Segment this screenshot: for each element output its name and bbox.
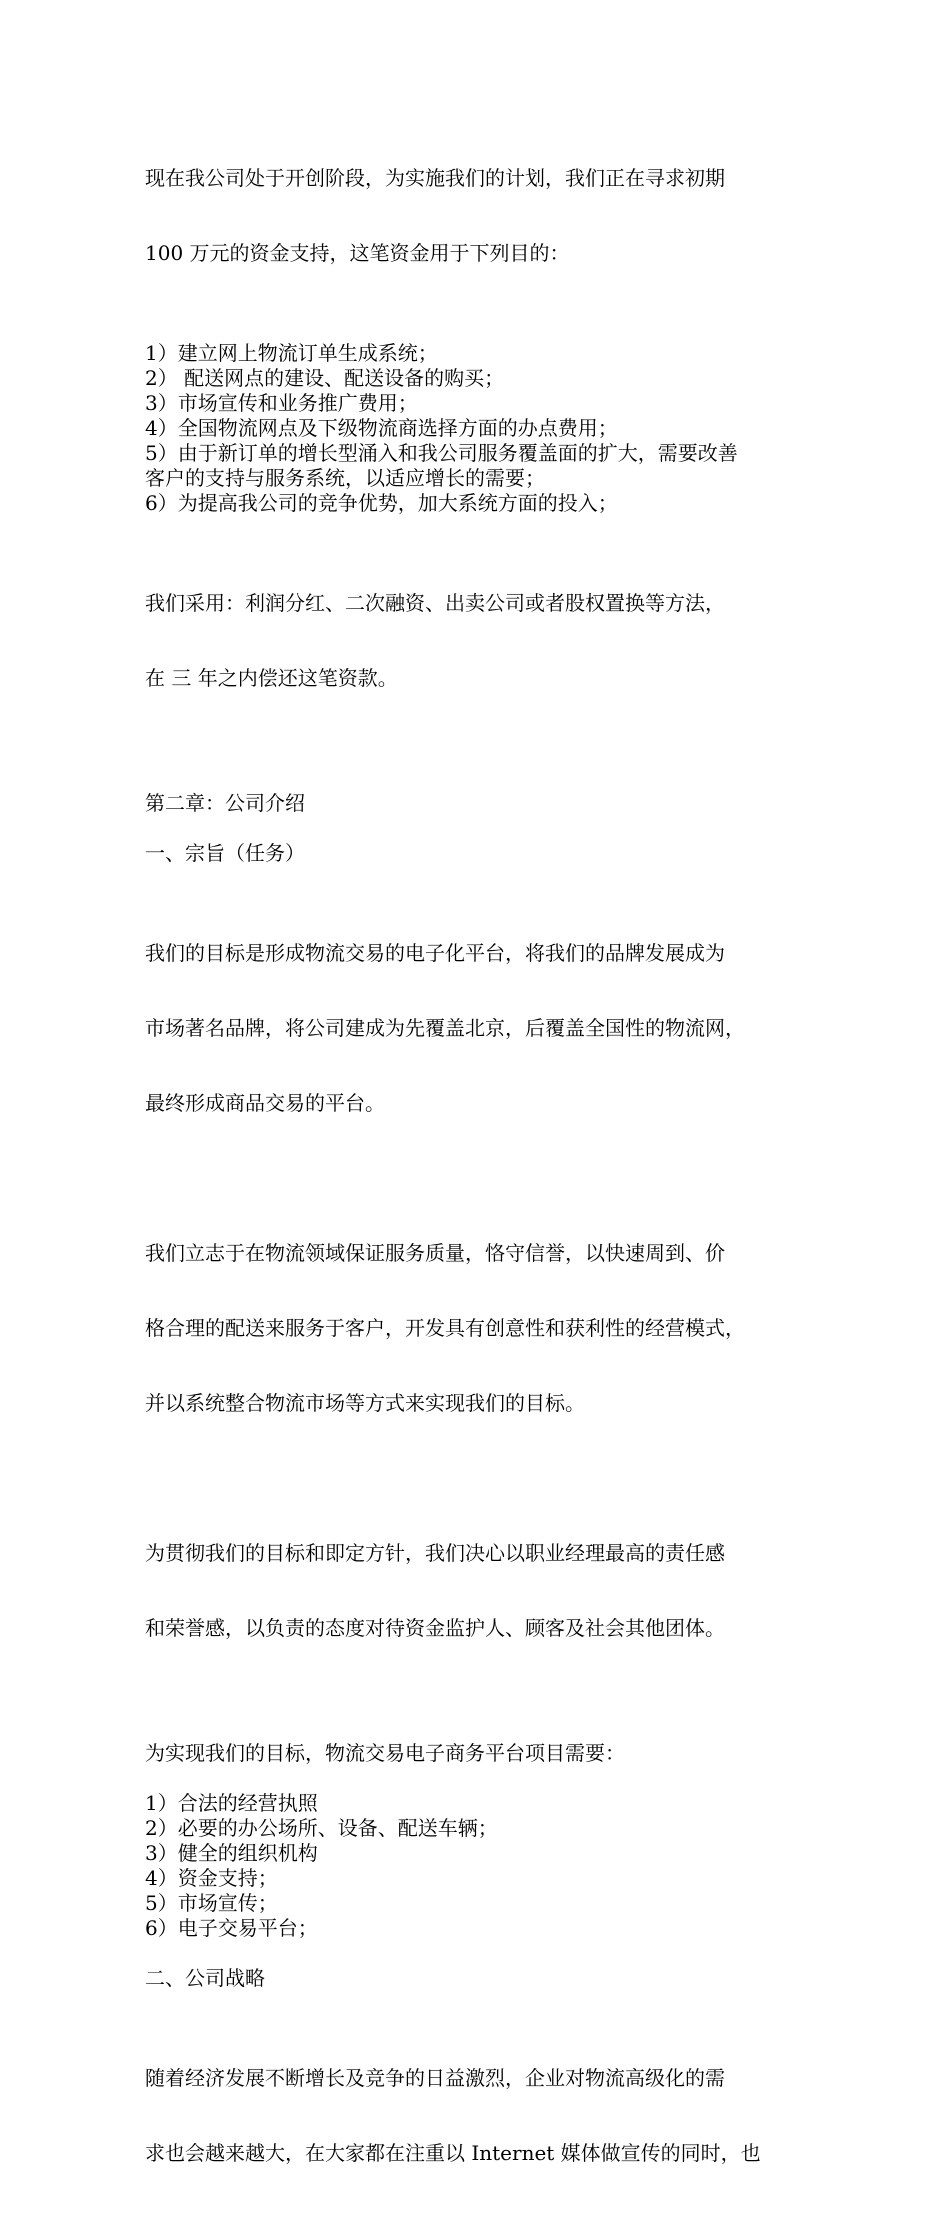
mission-paragraph-1 [145,891,825,1166]
paragraph-line: 最终形成商品交易的平台。 [145,1091,385,1115]
list-item: 3）市场宣传和业务推广费用； [145,391,418,415]
list-item: 5）由于新订单的增长型涌入和我公司服务覆盖面的扩大，需要改善 [145,441,738,465]
needs-intro: 为实现我们的目标，物流交易电子商务平台项目需要： [145,1741,625,1765]
paragraph-line: 为贯彻我们的目标和即定方针，我们决心以职业经理最高的责任感 [145,1541,725,1565]
paragraph-line: 我们的目标是形成物流交易的电子化平台，将我们的品牌发展成为 [145,941,725,965]
list-item: 6）电子交易平台； [145,1916,318,1940]
intro-paragraph [145,116,825,316]
list-item: 4）资金支持； [145,1866,278,1890]
section-heading-strategy: 二、公司战略 [145,1966,265,1990]
intro-line: 现在我公司处于开创阶段，为实施我们的计划，我们正在寻求初期 [145,166,725,190]
repayment-paragraph [145,541,825,741]
paragraph-line: 和荣誉感，以负责的态度对待资金监护人、顾客及社会其他团体。 [145,1616,725,1640]
needs-list [145,1791,825,1941]
mission-paragraph-3 [145,1491,825,1691]
paragraph-line: 市场著名品牌，将公司建成为先覆盖北京，后覆盖全国性的物流网， [145,1016,745,1040]
repayment-line: 在 三 年之内偿还这笔资款。 [145,666,398,690]
document-page [145,116,825,2216]
paragraph-line: 格合理的配送来服务于客户，开发具有创意性和获利性的经营模式， [145,1316,745,1340]
paragraph-line: 求也会越来越大，在大家都在注重以 Internet 媒体做宣传的同时，也 [145,2141,761,2165]
repayment-line: 我们采用：利润分红、二次融资、出卖公司或者股权置换等方法， [145,591,725,615]
list-item: 1）合法的经营执照 [145,1791,318,1815]
list-item: 2） 配送网点的建设、配送设备的购买； [145,366,505,390]
purpose-list [145,341,825,516]
section-heading-mission: 一、宗旨（任务） [145,841,305,865]
list-item: 4）全国物流网点及下级物流商选择方面的办点费用； [145,416,618,440]
chapter-title: 第二章：公司介绍 [145,791,305,815]
paragraph-line: 随着经济发展不断增长及竞争的日益激烈，企业对物流高级化的需 [145,2066,725,2090]
strategy-paragraph [145,2016,825,2216]
list-item: 6）为提高我公司的竞争优势，加大系统方面的投入； [145,491,618,515]
list-item: 1）建立网上物流订单生成系统； [145,341,438,365]
paragraph-line: 并以系统整合物流市场等方式来实现我们的目标。 [145,1391,585,1415]
list-item: 5）市场宣传； [145,1891,278,1915]
list-item: 3）健全的组织机构 [145,1841,318,1865]
list-item: 2）必要的办公场所、设备、配送车辆； [145,1816,498,1840]
intro-line: 100 万元的资金支持，这笔资金用于下列目的： [145,241,570,265]
list-item: 客户的支持与服务系统，以适应增长的需要； [145,466,545,490]
mission-paragraph-2 [145,1191,825,1466]
paragraph-line: 我们立志于在物流领域保证服务质量，恪守信誉，以快速周到、价 [145,1241,725,1265]
